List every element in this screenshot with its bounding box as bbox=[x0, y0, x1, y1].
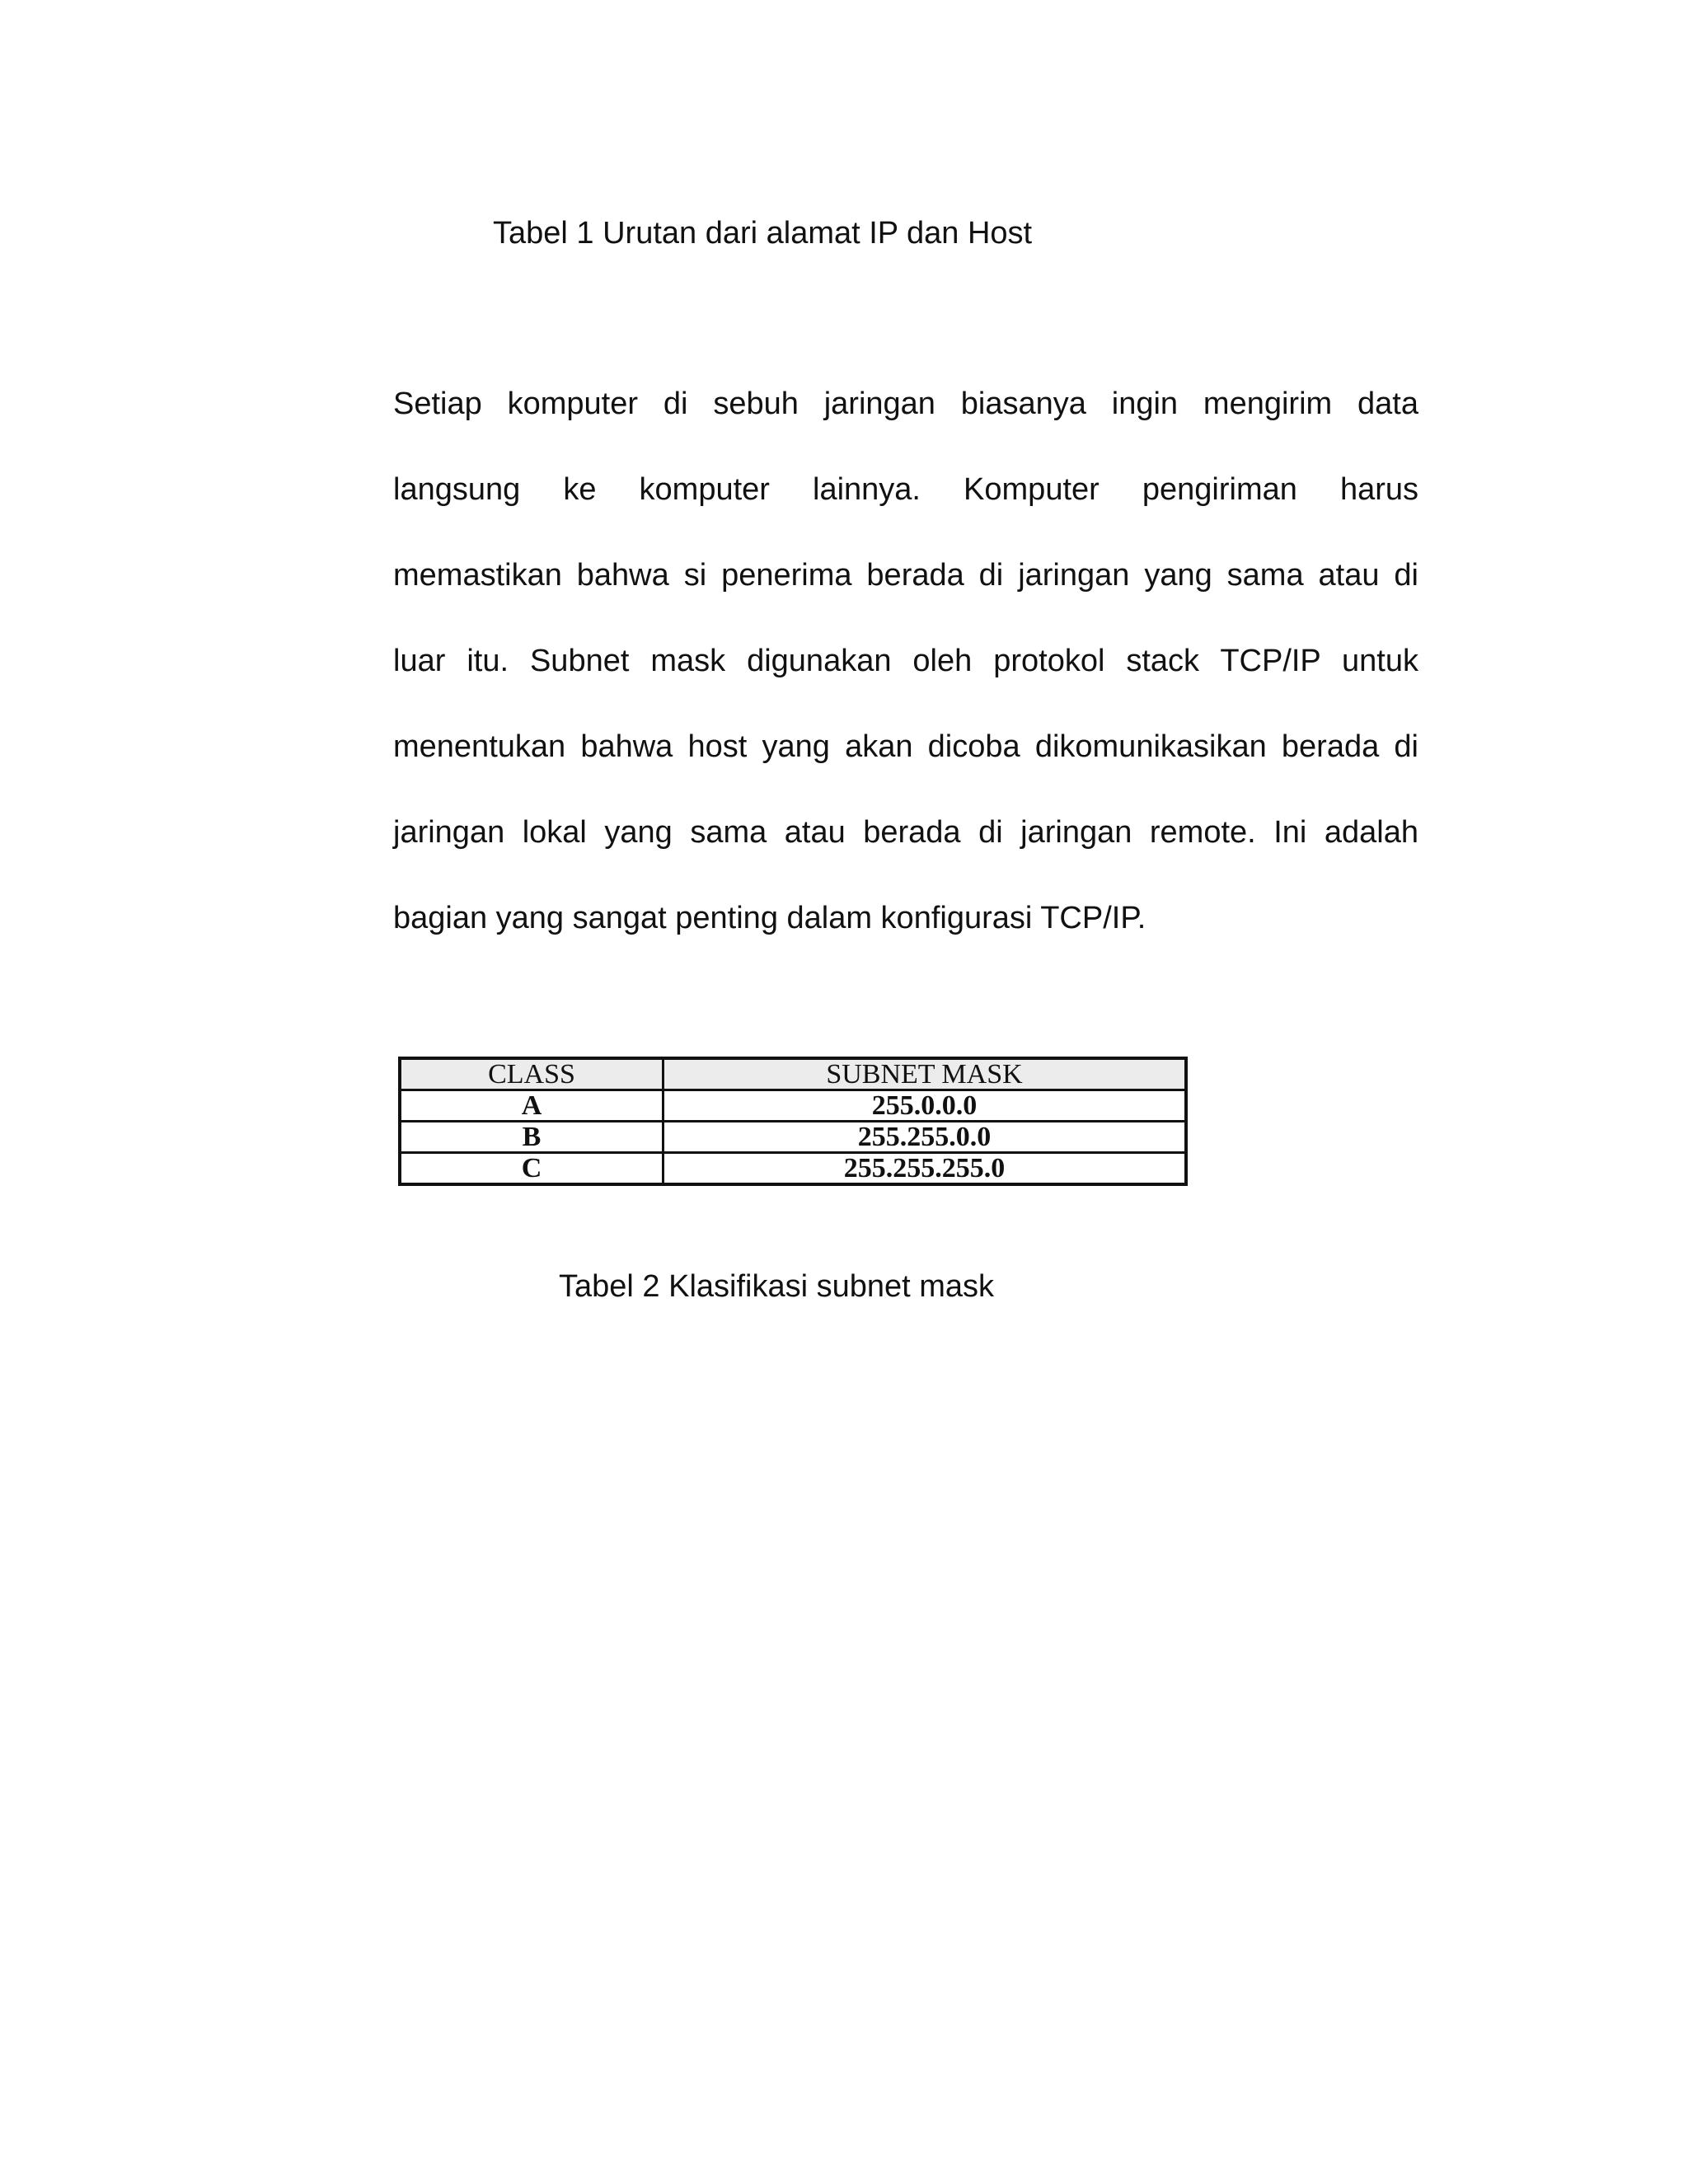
class-cell: C bbox=[400, 1153, 663, 1185]
class-cell: A bbox=[400, 1090, 663, 1122]
header-subnet-mask: SUBNET MASK bbox=[663, 1058, 1187, 1090]
table-1-caption: Tabel 1 Urutan dari alamat IP dan Host bbox=[493, 216, 1033, 251]
subnet-mask-cell: 255.255.255.0 bbox=[663, 1153, 1187, 1185]
subnet-mask-table bbox=[398, 1057, 1188, 1186]
header-class: CLASS bbox=[400, 1058, 663, 1090]
body-paragraph bbox=[393, 377, 1418, 977]
paragraph-line: jaringan lokal yang sama atau berada di jaringan remote. Ini adalah bbox=[393, 815, 1418, 850]
paragraph-line: bagian yang sangat penting dalam konfigurasi TCP/IP. bbox=[393, 901, 1146, 935]
table-row bbox=[400, 1090, 1186, 1122]
table-row bbox=[400, 1122, 1186, 1153]
table-header-row bbox=[400, 1058, 1186, 1090]
subnet-mask-cell: 255.255.0.0 bbox=[663, 1122, 1187, 1153]
paragraph-line: langsung ke komputer lainnya. Komputer pengiriman harus bbox=[393, 472, 1418, 507]
class-cell: B bbox=[400, 1122, 663, 1153]
subnet-mask-cell: 255.0.0.0 bbox=[663, 1090, 1187, 1122]
paragraph-line: menentukan bahwa host yang akan dicoba dikomunikasikan berada di bbox=[393, 729, 1418, 764]
table-row bbox=[400, 1153, 1186, 1185]
paragraph-line: memastikan bahwa si penerima berada di jaringan yang sama atau di bbox=[393, 558, 1418, 593]
table-2-caption: Tabel 2 Klasifikasi subnet mask bbox=[559, 1269, 995, 1304]
paragraph-line: luar itu. Subnet mask digunakan oleh protokol stack TCP/IP untuk bbox=[393, 644, 1418, 678]
paragraph-line: Setiap komputer di sebuh jaringan biasanya ingin mengirim data bbox=[393, 387, 1418, 421]
